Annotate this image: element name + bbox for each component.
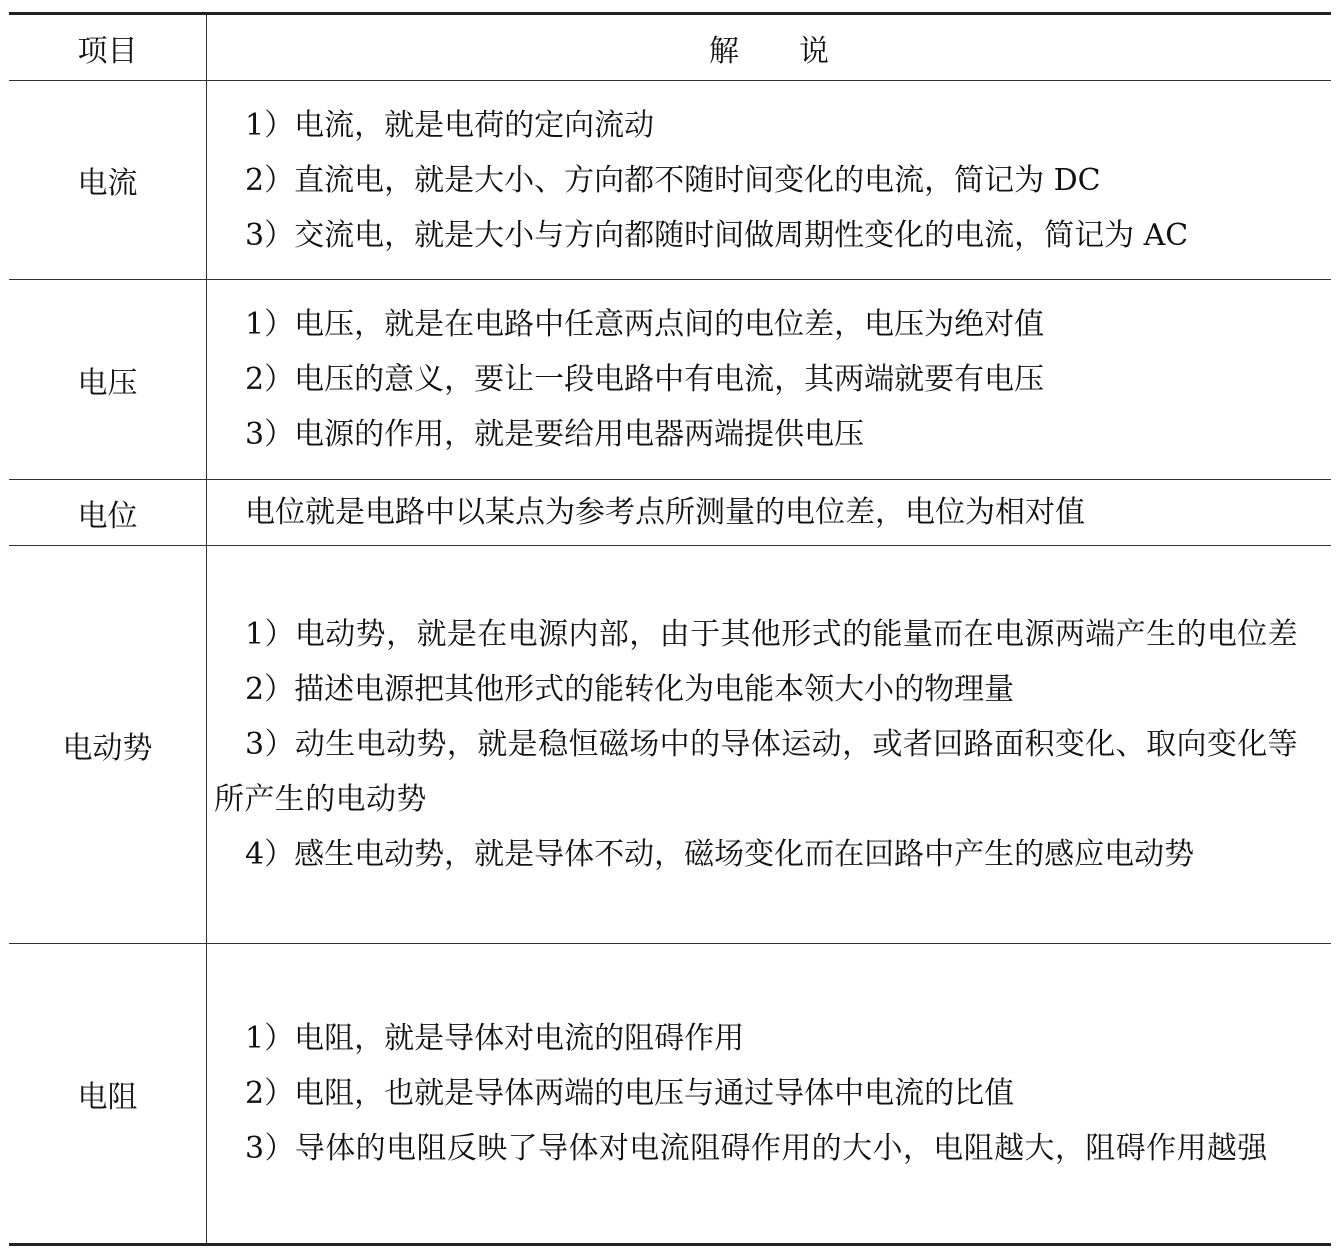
desc-line: 2）描述电源把其他形式的能转化为电能本领大小的物理量 bbox=[245, 672, 1015, 707]
desc-line: 1）电压，就是在电路中任意两点间的电位差，电压为绝对值 bbox=[245, 307, 1045, 342]
definition-table bbox=[9, 12, 1331, 1246]
row-item-cell bbox=[9, 546, 207, 943]
row-item-cell bbox=[9, 81, 207, 279]
desc-line: 3）交流电，就是大小与方向都随时间做周期性变化的电流，简记为 AC bbox=[245, 217, 1189, 253]
desc-line: 3）电源的作用，就是要给用电器两端提供电压 bbox=[245, 417, 865, 452]
row-desc-cell bbox=[207, 81, 1331, 279]
header-item-label: 项目 bbox=[77, 33, 138, 69]
desc-line: 电位就是电路中以某点为参考点所测量的电位差，电位为相对值 bbox=[245, 495, 1085, 530]
row-desc-cell bbox=[207, 546, 1331, 943]
desc-line: 4）感生电动势，就是导体不动，磁场变化而在回路中产生的感应电动势 bbox=[245, 837, 1195, 872]
table-row bbox=[9, 480, 1331, 546]
row-item-label: 电流 bbox=[77, 166, 138, 201]
row-item-label: 电阻 bbox=[77, 1079, 138, 1115]
table-row bbox=[9, 81, 1331, 280]
header-desc-label: 解说 bbox=[709, 33, 889, 69]
desc-line: 2）直流电，就是大小、方向都不随时间变化的电流，简记为 DC bbox=[245, 162, 1101, 198]
row-desc-cell bbox=[207, 280, 1331, 479]
row-item-cell bbox=[9, 280, 207, 479]
row-desc-cell bbox=[207, 480, 1331, 545]
row-desc-cell bbox=[207, 944, 1331, 1243]
header-item-cell bbox=[9, 15, 207, 80]
desc-line: 3）导体的电阻反映了导体对电流阻碍作用的大小，电阻越大，阻碍作用越强 bbox=[245, 1131, 1268, 1166]
row-item-label: 电动势 bbox=[62, 730, 153, 766]
row-item-label: 电压 bbox=[77, 365, 138, 401]
desc-line: 1）电流，就是电荷的定向流动 bbox=[245, 107, 655, 143]
table-row bbox=[9, 280, 1331, 480]
desc-line: 3）动生电动势，就是稳恒磁场中的导体运动，或者回路面积变化、取向变化等所产生的电动势 bbox=[214, 727, 1299, 817]
row-item-cell bbox=[9, 480, 207, 545]
header-desc-cell bbox=[207, 15, 1331, 80]
table-row bbox=[9, 944, 1331, 1243]
desc-line: 1）电阻，就是导体对电流的阻碍作用 bbox=[245, 1021, 745, 1056]
desc-line: 1）电动势，就是在电源内部，由于其他形式的能量而在电源两端产生的电位差 bbox=[245, 617, 1299, 652]
row-item-cell bbox=[9, 944, 207, 1243]
desc-line: 2）电阻，也就是导体两端的电压与通过导体中电流的比值 bbox=[245, 1076, 1015, 1111]
row-item-label: 电位 bbox=[77, 498, 138, 534]
table-header-row bbox=[9, 15, 1331, 81]
table-row bbox=[9, 546, 1331, 944]
desc-line: 2）电压的意义，要让一段电路中有电流，其两端就要有电压 bbox=[245, 362, 1045, 397]
